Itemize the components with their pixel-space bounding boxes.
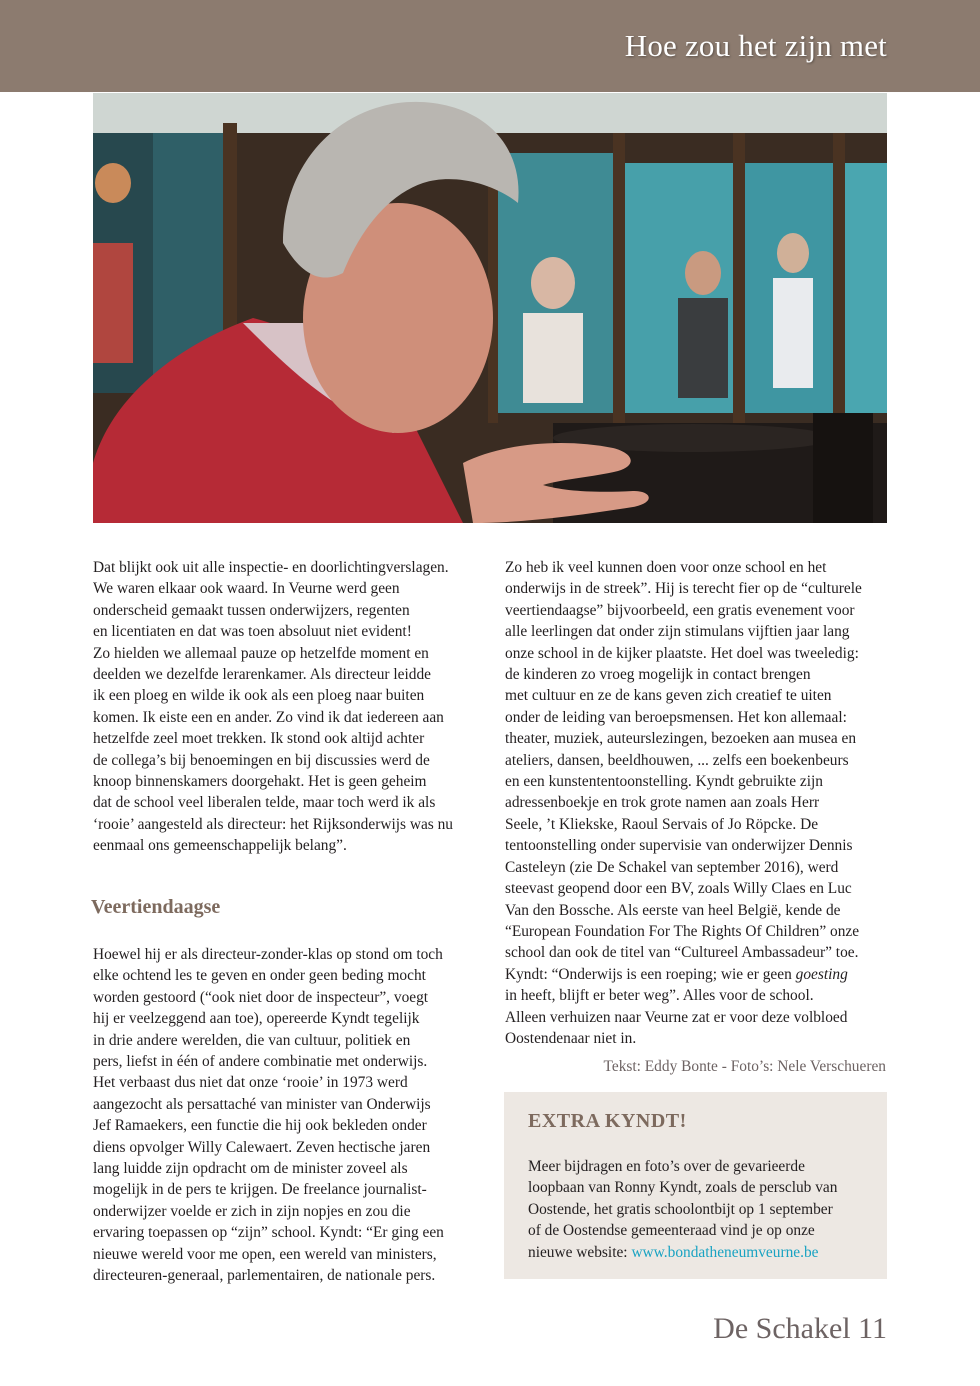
quote-line (505, 964, 890, 985)
body-text-line: ik een ploeg en wilde ik ook als een ploeg naar buiten (93, 687, 425, 705)
body-text-line: mogelijk in de pers te krijgen. De freelance journalist- (93, 1181, 427, 1199)
body-text-line: hij er veelzeggend aan toe), opereerde Kyndt tegelijk (93, 1010, 420, 1028)
section-title: Hoe zou het zijn met (624, 28, 887, 63)
body-text-line: in heeft, blijft er beter weg”. Alles voor de school. (505, 987, 814, 1005)
body-text-line: alle leerlingen dat onder zijn stimulans vijftien jaar lang (505, 623, 850, 641)
body-text-line: Hoewel hij er als directeur-zonder-klas op stond om toch (93, 946, 443, 963)
box-text: nieuwe website: (528, 1243, 632, 1261)
box-text-line: Oostende, het gratis schoolontbijt op 1 september (528, 1200, 833, 1218)
body-text-line: Dat blijkt ook uit alle inspectie- en doorlichtingverslagen. (93, 559, 449, 576)
box-text-line: of de Oostendse gemeenteraad vind je op onze (528, 1222, 815, 1240)
body-text-line: in drie andere werelden, die van cultuur, politiek en (93, 1031, 411, 1049)
right-column (505, 557, 890, 1049)
body-text-line: deelden we dezelfde lerarenkamer. Als directeur leidde (93, 666, 431, 684)
body-text-line: eenmaal ons gemeenschappelijk belang”. (93, 837, 347, 855)
body-text-line: ‘rooie’ aangesteld als directeur: het Rijksonderwijs was nu (93, 815, 454, 833)
body-text-line: adressenboekje en trok grote namen aan zoals Herr (505, 794, 820, 812)
body-text-line: steevast geopend door een BV, zoals Willy Claes en Luc (505, 880, 852, 898)
photo-credit: Tekst: Eddy Bonte - Foto’s: Nele Verschueren (603, 1058, 886, 1075)
body-text-line: pers, liefst in één of andere combinatie met onderwijs. (93, 1053, 428, 1071)
body-text-line: ateliers, dansen, beeldhouwen, ... zelfs een boekenbeurs (505, 751, 849, 769)
body-text-line: nieuwe wereld voor me open, een wereld van ministers, (93, 1245, 437, 1263)
body-text-line: We waren elkaar ook waard. In Veurne werd geen (93, 580, 400, 598)
body-text-line: veertiendaagse” bijvoorbeeld, een gratis evenement voor (505, 601, 855, 619)
quote-text: Kyndt: “Onderwijs is een roeping; wie er geen (505, 965, 796, 983)
body-text-line: diens opvolger Willy Calewaert. Zeven hectische jaren (93, 1138, 431, 1156)
body-text-line: Casteleyn (zie De Schakel van september 2016), werd (505, 858, 839, 876)
body-text-line: Jef Ramaekers, een functie die hij ook bekleden onder (93, 1117, 427, 1135)
body-text-line: Van den Bossche. Als eerste van heel België, kende de (505, 901, 841, 919)
body-text-line: onze school in de kijker plaatste. Het doel was tweeledig: (505, 644, 859, 662)
body-text-line: dat de school veel liberalen telde, maar toch werd ik als (93, 794, 436, 812)
box-title: EXTRA KYNDT! (528, 1110, 687, 1132)
body-text-line: onderwijs in de streek”. Hij is terecht fier op de “culturele (505, 580, 862, 598)
left-column-section (93, 944, 485, 1287)
body-text-line: met cultuur en ze de kans geven zich creatief te uiten (505, 687, 832, 705)
body-text-line: directeuren-generaal, parlementairen, de nationale pers. (93, 1267, 436, 1285)
body-text-line: en licentiaten en dat was toen absoluut niet evident! (93, 623, 412, 641)
body-text-line: Seele, ’t Kliekske, Raoul Servais of Jo Röpcke. De (505, 815, 819, 833)
body-text-line: Zo heb ik veel kunnen doen voor onze school en het (505, 559, 827, 576)
section-heading: Veertiendaagse (91, 896, 221, 918)
box-text-line: loopbaan van Ronny Kyndt, zoals de persclub van (528, 1179, 838, 1197)
body-text-line: lang luidde zijn opdracht om de minister zoveel als (93, 1160, 408, 1178)
body-text-line: knoop binnenskamers doorgehakt. Het is geen geheim (93, 773, 427, 791)
body-text-line: elke ochtend les te geven en onder geen beding mocht (93, 967, 426, 985)
body-text-line: worden gestoord (“ook niet door de inspecteur”, voegt (93, 988, 429, 1006)
quote-emphasis: goesting (795, 965, 848, 983)
box-body (528, 1156, 873, 1263)
extra-info-box (504, 1092, 887, 1279)
body-text-line: Zo hielden we allemaal pauze op hetzelfde moment en (93, 644, 429, 662)
box-text-line: Meer bijdragen en foto’s over de gevarieerde (528, 1158, 805, 1175)
left-column-intro (93, 557, 485, 857)
body-text-line: Alleen verhuizen naar Veurne zat er voor deze volbloed (505, 1008, 848, 1026)
page-footer: De Schakel 11 (713, 1312, 887, 1345)
box-text-line (528, 1242, 873, 1263)
body-text-line: onderscheid gemaakt tussen onderwijzers, regenten (93, 601, 410, 619)
body-text-line: “European Foundation For The Rights Of Children” onze (505, 922, 860, 940)
body-text-line: onderwijzer voelde er zich in zijn nopjes en zou die (93, 1202, 411, 1220)
body-text-line: hetzelfde zeel moet trekken. Ik stond ook altijd achter (93, 730, 425, 748)
body-text-line: komen. Ik eiste een en ander. Zo vind ik dat iedereen aan (93, 708, 444, 726)
body-text-line: de kinderen zo vroeg mogelijk in contact brengen (505, 666, 811, 684)
body-text-line: theater, muziek, auteurslezingen, bezoeken aan musea en (505, 730, 857, 748)
body-text-line: en een kunstententoonstelling. Kyndt gebruikte zijn (505, 773, 824, 791)
website-link[interactable]: www.bondatheneumveurne.be (631, 1243, 819, 1261)
body-text-line: tentoonstelling onder supervisie van onderwijzer Dennis (505, 837, 853, 855)
body-text-line: ervaring toepassen op “zijn” school. Kyndt: “Er ging een (93, 1224, 444, 1242)
body-text-line: school dan ook de titel van “Cultureel Ambassadeur” toe. (505, 944, 859, 962)
body-text-line: Oostendenaar niet in. (505, 1029, 637, 1047)
body-text-line: de collega’s bij benoemingen en bij discussies werd de (93, 751, 430, 769)
body-text-line: aangezocht als persattaché van minister van Onderwijs (93, 1095, 431, 1113)
body-text-line: onder de leiding van beroepsmensen. Het kon allemaal: (505, 708, 847, 726)
portrait-photo (93, 93, 887, 523)
body-text-line: Het verbaast dus niet dat onze ‘rooie’ in 1973 werd (93, 1074, 408, 1092)
